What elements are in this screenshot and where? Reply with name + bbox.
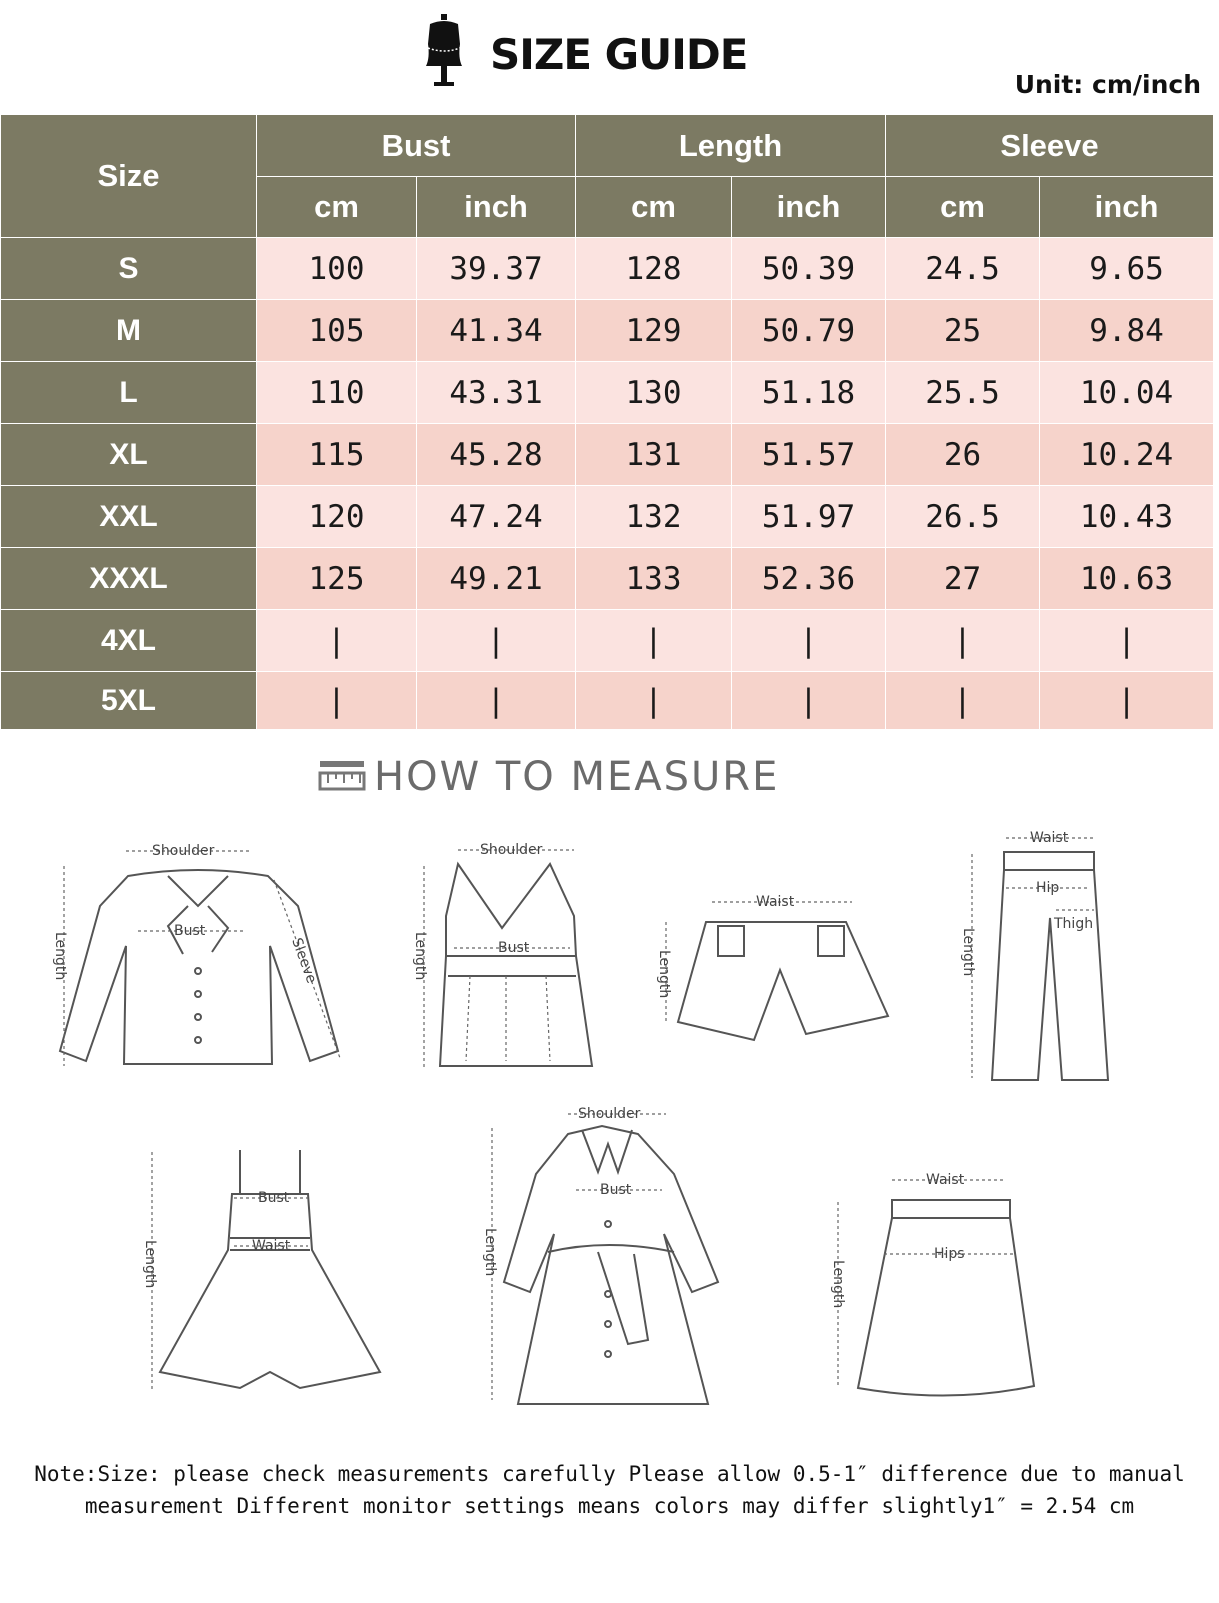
table-cell: 100 — [257, 238, 417, 300]
table-cell: | — [576, 672, 732, 730]
shirt-diagram — [48, 836, 358, 1086]
table-row — [1, 300, 1214, 362]
table-cell: 41.34 — [417, 300, 576, 362]
label-shoulder: Shoulder — [578, 1106, 641, 1122]
table-cell: 130 — [576, 362, 732, 424]
table-cell: 24.5 — [886, 238, 1040, 300]
table-row — [1, 486, 1214, 548]
unit-header: cm — [886, 177, 1040, 238]
table-row — [1, 238, 1214, 300]
label-length: Length — [142, 1240, 158, 1289]
group-header-length: Length — [576, 115, 886, 177]
label-waist: Waist — [926, 1172, 965, 1188]
unit-header: inch — [1040, 177, 1214, 238]
table-cell: 132 — [576, 486, 732, 548]
table-cell: | — [417, 672, 576, 730]
table-cell: 25.5 — [886, 362, 1040, 424]
size-cell: XXXL — [1, 548, 257, 610]
note-text: Note:Size: please check measurements carefully Please allow 0.5-1″ difference due to manual measurement Different monitor settings means colors may differ slightly1″ = 2.54 cm — [34, 1462, 1185, 1518]
size-cell: S — [1, 238, 257, 300]
table-cell: 110 — [257, 362, 417, 424]
table-cell: 133 — [576, 548, 732, 610]
label-shoulder: Shoulder — [152, 843, 215, 859]
table-cell: | — [257, 610, 417, 672]
table-row — [1, 362, 1214, 424]
label-thigh: Thigh — [1054, 916, 1094, 932]
group-header-bust: Bust — [257, 115, 576, 177]
skirt-diagram — [830, 1168, 1040, 1408]
table-cell: 43.31 — [417, 362, 576, 424]
dress-diagram — [140, 1140, 400, 1410]
size-cell: XXL — [1, 486, 257, 548]
label-length: Length — [656, 950, 672, 999]
shorts-diagram — [656, 888, 906, 1058]
table-cell: 10.43 — [1040, 486, 1214, 548]
label-length: Length — [482, 1228, 498, 1277]
ruler-icon — [318, 757, 366, 798]
group-header-sleeve: Sleeve — [886, 115, 1214, 177]
table-row — [1, 610, 1214, 672]
size-cell: M — [1, 300, 257, 362]
table-cell: 115 — [257, 424, 417, 486]
unit-header: inch — [417, 177, 576, 238]
unit-header: cm — [576, 177, 732, 238]
label-waist: Waist — [1030, 830, 1069, 846]
table-cell: 47.24 — [417, 486, 576, 548]
table-row — [1, 424, 1214, 486]
table-cell: 10.04 — [1040, 362, 1214, 424]
header — [0, 0, 1219, 114]
label-length: Length — [830, 1260, 846, 1309]
label-length: Length — [412, 932, 428, 981]
label-sleeve: Sleeve — [288, 935, 320, 986]
table-cell: | — [1040, 610, 1214, 672]
table-cell: 10.63 — [1040, 548, 1214, 610]
table-cell: 51.57 — [732, 424, 886, 486]
table-cell: 9.84 — [1040, 300, 1214, 362]
table-cell: 9.65 — [1040, 238, 1214, 300]
table-cell: | — [886, 610, 1040, 672]
table-cell: 128 — [576, 238, 732, 300]
label-length: Length — [52, 932, 68, 981]
coat-diagram — [478, 1104, 738, 1414]
table-cell: 131 — [576, 424, 732, 486]
label-bust: Bust — [258, 1190, 290, 1206]
table-cell: 120 — [257, 486, 417, 548]
unit-header: cm — [257, 177, 417, 238]
how-to-measure-heading — [318, 752, 779, 802]
table-cell: 52.36 — [732, 548, 886, 610]
size-table — [0, 114, 1214, 730]
label-shoulder: Shoulder — [480, 842, 543, 858]
table-cell: | — [576, 610, 732, 672]
size-cell: 5XL — [1, 672, 257, 730]
unit-label: Unit: cm/inch — [1014, 70, 1201, 99]
table-row — [1, 672, 1214, 730]
table-cell: | — [886, 672, 1040, 730]
table-cell: 51.18 — [732, 362, 886, 424]
table-cell: | — [732, 610, 886, 672]
label-hip: Hip — [1036, 880, 1060, 896]
title-group — [424, 14, 747, 94]
table-cell: 39.37 — [417, 238, 576, 300]
table-cell: | — [417, 610, 576, 672]
label-waist: Waist — [756, 894, 795, 910]
label-waist: Waist — [252, 1238, 291, 1254]
table-cell: 125 — [257, 548, 417, 610]
table-cell: 51.97 — [732, 486, 886, 548]
table-row — [1, 548, 1214, 610]
table-cell: 10.24 — [1040, 424, 1214, 486]
size-header: Size — [1, 115, 257, 238]
label-length: Length — [960, 928, 976, 977]
label-bust: Bust — [498, 940, 530, 956]
table-cell: 49.21 — [417, 548, 576, 610]
size-cell: XL — [1, 424, 257, 486]
table-cell: 50.39 — [732, 238, 886, 300]
table-cell: 50.79 — [732, 300, 886, 362]
table-cell: | — [732, 672, 886, 730]
table-cell: 129 — [576, 300, 732, 362]
size-cell: L — [1, 362, 257, 424]
table-cell: 26 — [886, 424, 1040, 486]
table-cell: 45.28 — [417, 424, 576, 486]
label-bust: Bust — [174, 923, 206, 939]
table-cell: | — [257, 672, 417, 730]
trousers-diagram — [960, 828, 1120, 1088]
tank-top-diagram — [410, 836, 600, 1086]
size-cell: 4XL — [1, 610, 257, 672]
label-bust: Bust — [600, 1182, 632, 1198]
mannequin-icon — [424, 14, 464, 95]
page-title: SIZE GUIDE — [490, 29, 748, 79]
unit-header: inch — [732, 177, 886, 238]
table-cell: 27 — [886, 548, 1040, 610]
label-hips: Hips — [934, 1246, 965, 1262]
table-cell: | — [1040, 672, 1214, 730]
table-cell: 105 — [257, 300, 417, 362]
table-cell: 26.5 — [886, 486, 1040, 548]
table-cell: 25 — [886, 300, 1040, 362]
how-to-measure-title: HOW TO MEASURE — [374, 754, 780, 800]
